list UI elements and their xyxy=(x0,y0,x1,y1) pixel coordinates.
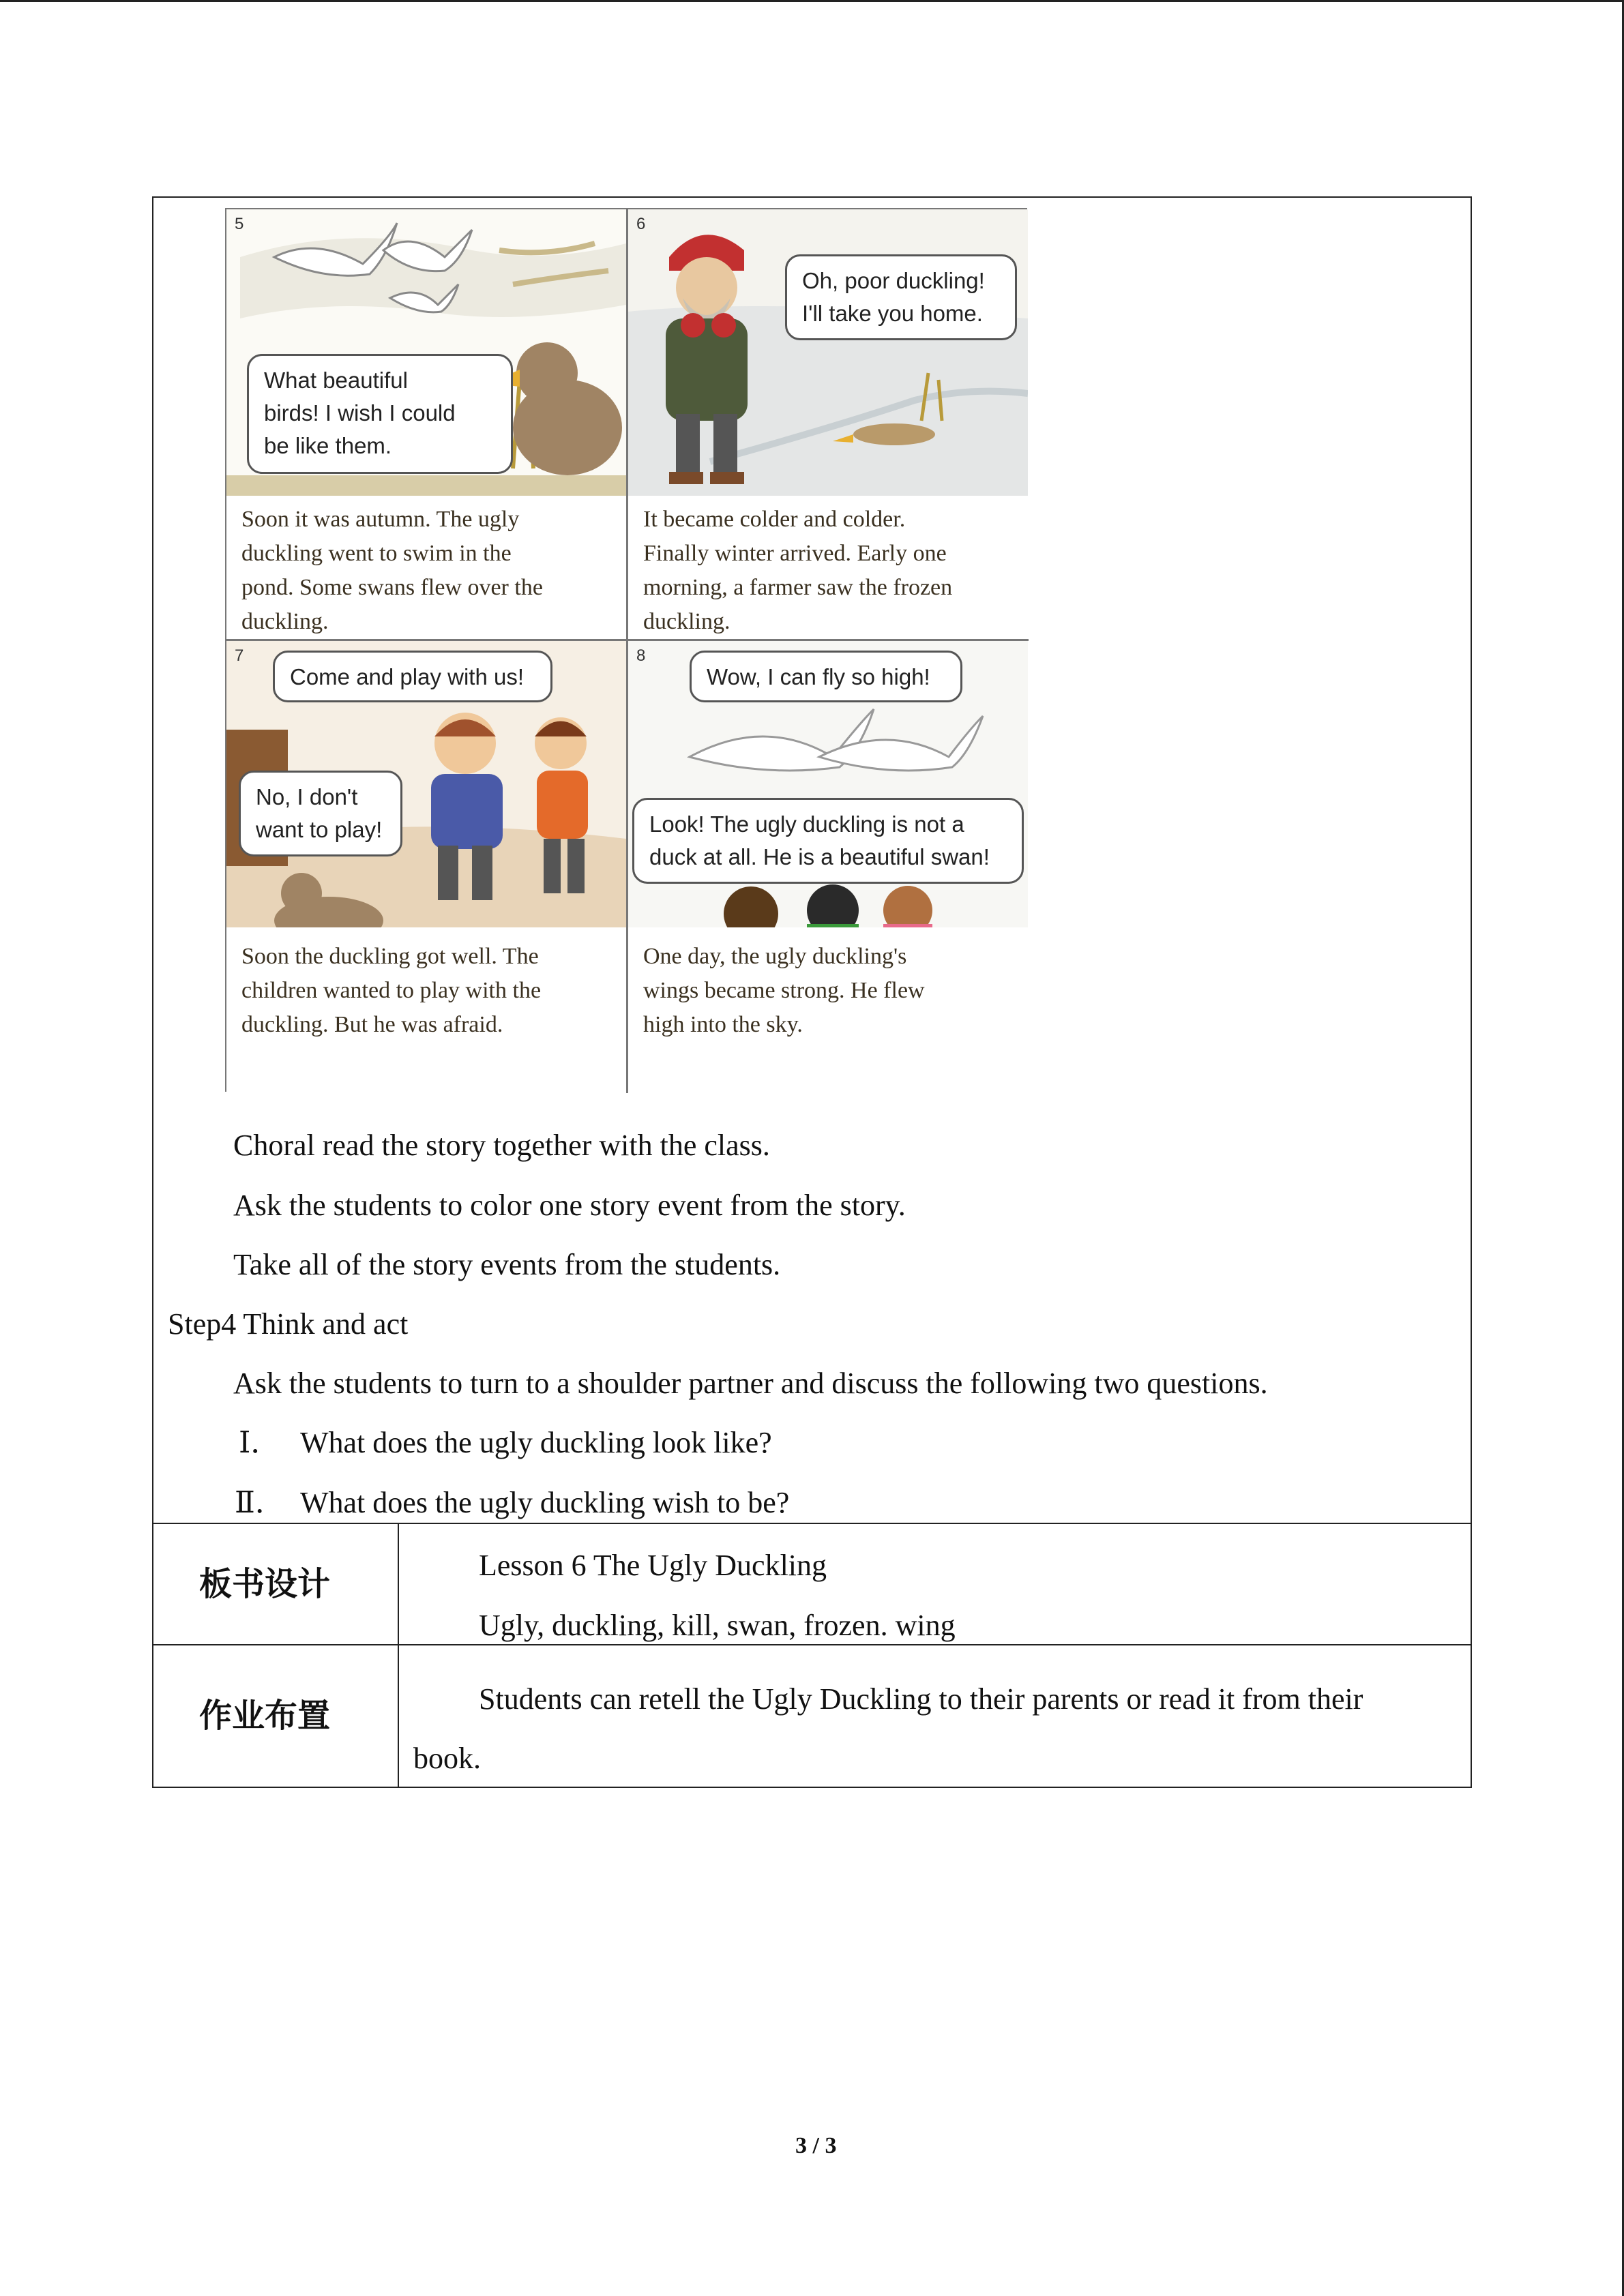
step4-heading: Step4 Think and act xyxy=(168,1307,409,1341)
table-row-divider xyxy=(152,1523,1472,1524)
homework-text-line-1: Students can retell the Ugly Duckling to their parents or read it from their xyxy=(479,1682,1363,1716)
question-1-number: Ⅰ． xyxy=(239,1426,281,1459)
panel-6-scene xyxy=(628,209,1028,496)
panel-divider xyxy=(626,209,628,1093)
story-comic-illustration xyxy=(225,208,1027,1092)
question-2-number: Ⅱ． xyxy=(235,1486,285,1519)
panel-number: 6 xyxy=(636,215,646,233)
text-line-take-events: Take all of the story events from the students. xyxy=(233,1248,781,1281)
speech-bubble: Look! The ugly duckling is not a duck at all. He is a beautiful swan! xyxy=(632,798,1024,884)
homework-label: 作业布置 xyxy=(199,1697,331,1735)
table-column-divider xyxy=(398,1523,399,1788)
board-design-label: 板书设计 xyxy=(199,1565,331,1603)
panel-number: 7 xyxy=(235,646,244,665)
comic-panel-5 xyxy=(226,209,626,650)
panel-caption: Soon it was autumn. The ugly duckling went to swim in the pond. Some swans flew over the duckling. xyxy=(241,507,543,634)
board-line-vocabulary: Ugly, duckling, kill, swan, frozen. wing xyxy=(479,1609,956,1642)
question-2: What does the ugly duckling wish to be? xyxy=(300,1486,790,1519)
homework-text-line-2: book. xyxy=(413,1742,481,1775)
speech-bubble: Come and play with us! xyxy=(273,651,552,702)
speech-bubble: Oh, poor duckling! I'll take you home. xyxy=(785,254,1017,340)
question-1: What does the ugly duckling look like? xyxy=(300,1426,772,1459)
speech-bubble: What beautiful birds! I wish I could be like them. xyxy=(247,354,513,474)
panel-number: 8 xyxy=(636,646,646,665)
panel-caption: One day, the ugly duckling's wings became strong. He flew high into the sky. xyxy=(643,944,925,1037)
comic-panel-8 xyxy=(628,641,1028,1093)
page-number: 3 / 3 xyxy=(795,2133,837,2158)
speech-bubble: No, I don't want to play! xyxy=(239,771,402,856)
panel-caption: It became colder and colder. Finally winter arrived. Early one morning, a farmer saw the frozen duckling. xyxy=(643,507,953,634)
comic-panel-7 xyxy=(226,641,626,1093)
text-line-color-event: Ask the students to color one story event from the story. xyxy=(233,1189,906,1222)
page-top-border xyxy=(0,0,1624,2)
speech-bubble: Wow, I can fly so high! xyxy=(690,651,962,702)
comic-panel-6 xyxy=(628,209,1028,650)
text-line-choral-read: Choral read the story together with the class. xyxy=(233,1129,770,1162)
text-line-shoulder-partner: Ask the students to turn to a shoulder partner and discuss the following two questions. xyxy=(233,1367,1268,1400)
panel-divider xyxy=(226,639,1029,641)
panel-number: 5 xyxy=(235,215,244,233)
board-line-title: Lesson 6 The Ugly Duckling xyxy=(479,1549,827,1582)
panel-caption: Soon the duckling got well. The children wanted to play with the duckling. But he was afraid. xyxy=(241,944,542,1037)
children-icon xyxy=(724,884,932,927)
